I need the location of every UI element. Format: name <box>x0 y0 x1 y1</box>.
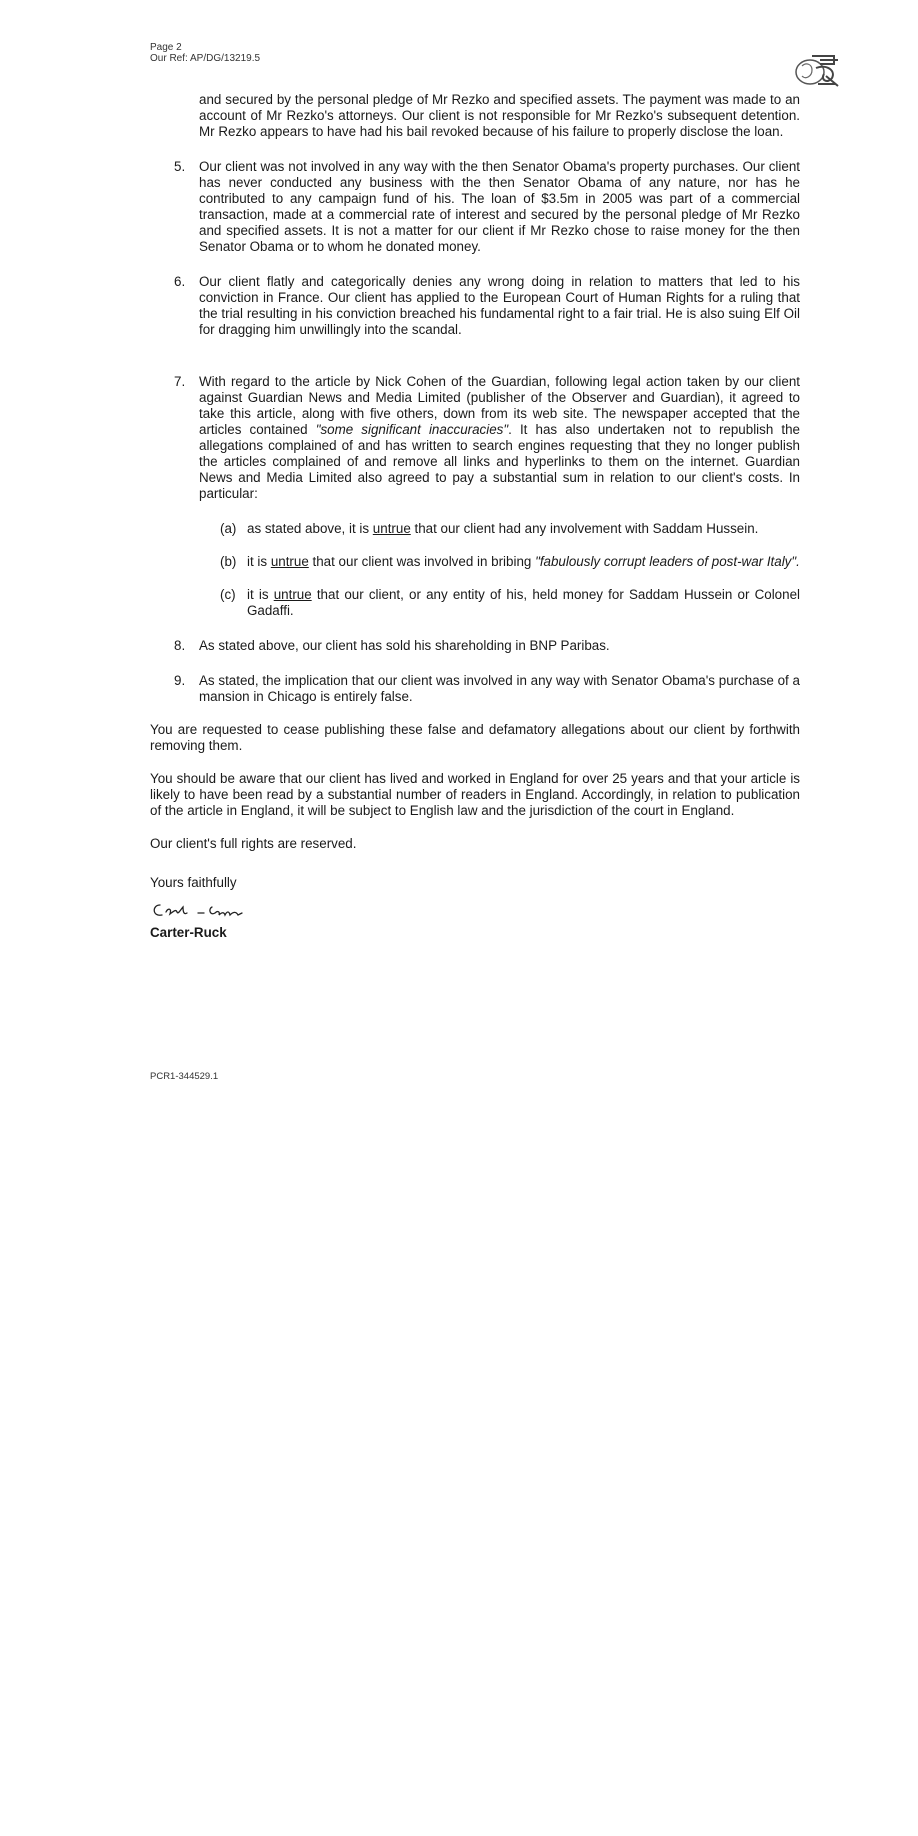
signature-firm-name: Carter-Ruck <box>150 925 227 940</box>
sub-item-a: (a) as stated above, it is untrue that our client had any involvement with Saddam Hussein. <box>220 521 759 536</box>
letter-body <box>150 92 800 941</box>
document-reference: PCR1-344529.1 <box>150 1071 219 1082</box>
jurisdiction-paragraph: You should be aware that our client has lived and worked in England for over 25 years and that your article is likely to have been read by a substantial number of readers in England. Accordingly, in relation to publication of the article in England, it will be subject to English law and the jurisdiction of the court in England. <box>150 771 800 818</box>
numbered-item-8: 8. As stated above, our client has sold his shareholding in BNP Paribas. <box>174 638 610 653</box>
firm-logo-icon <box>790 50 842 90</box>
our-reference: Our Ref: AP/DG/13219.5 <box>150 53 261 64</box>
quoted-phrase: "some significant inaccuracies" <box>315 422 509 437</box>
sub-list <box>150 521 800 619</box>
sub-item-c: (c) it is untrue that our client, or any entity of his, held money for Saddam Hussein or Colonel Gadaffi. <box>220 587 801 618</box>
numbered-item-6: 6. Our client flatly and categorically denies any wrong doing in relation to matters that led to his conviction in France. Our client has applied to the European Court of Human Rights for a ruling that the trial resulting in his conviction breached his fundamental right to a fair trial. He is also suing Elf Oil for dragging him unwillingly into the scandal. <box>174 274 800 337</box>
closing: Yours faithfully <box>150 875 237 890</box>
handwritten-signature-icon <box>150 899 280 921</box>
numbered-item-7: 7. With regard to the article by Nick Cohen of the Guardian, following legal action taken by our client against Guardian News and Media Limited (publisher of the Observer and Guardian), it agreed to take this article, along with five others, down from its web site. The newspaper accepted that the articles contained "some significant inaccuracies". It has also undertaken not to republish the allegations complained of and has written to search engines requesting that they no longer publish the articles complained of and remove all links and hyperlinks to them on the internet. Guardian News and Media Limited also agreed to pay a substantial sum in relation to our client's costs. In particular: <box>174 374 801 501</box>
page-header <box>150 42 260 64</box>
numbered-item-5: 5. Our client was not involved in any way with the then Senator Obama's property purchases. Our client has never conducted any business with the then Senator Obama of any nature, nor has he contributed to any campaign fund of his. The loan of $3.5m in 2005 was part of a commercial transaction, made at a commercial rate of interest and secured by the personal pledge of Mr Rezko and specified assets. It is not a matter for our client if Mr Rezko chose to raise money for the then Senator Obama or to whom he donated money. <box>174 159 800 254</box>
request-paragraph: You are requested to cease publishing these false and defamatory allegations about our client by forthwith removing them. <box>150 722 800 753</box>
continuation-paragraph: and secured by the personal pledge of Mr Rezko and specified assets. The payment was made to an account of Mr Rezko's attorneys. Our client is not responsible for Mr Rezko's subsequent detention. Mr Rezko appears to have had his bail revoked because of his failure to properly disclose the loan. <box>199 92 800 139</box>
page-number: Page 2 <box>150 42 182 53</box>
sub-item-b: (b) it is untrue that our client was involved in bribing "fabulously corrupt leaders of post-war Italy". <box>220 554 800 569</box>
rights-paragraph: Our client's full rights are reserved. <box>150 836 357 851</box>
numbered-item-9: 9. As stated, the implication that our client was involved in any way with Senator Obama's purchase of a mansion in Chicago is entirely false. <box>174 673 800 704</box>
